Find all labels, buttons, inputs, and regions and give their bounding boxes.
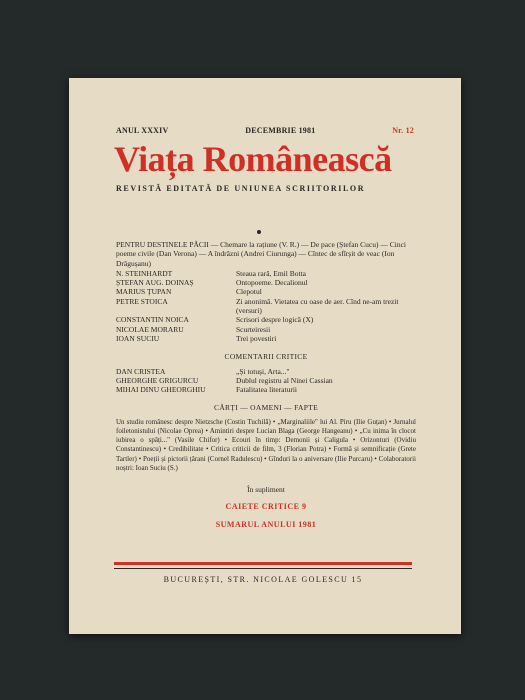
toc-author: PETRE STOICA	[116, 296, 168, 306]
toc-row	[116, 278, 416, 287]
toc-work: Steaua rară, Emil Botta	[236, 268, 306, 278]
publisher-address: BUCUREȘTI, STR. NICOLAE GOLESCU 15	[163, 575, 363, 584]
supplement-label: În supliment	[247, 484, 285, 494]
toc-row	[116, 297, 416, 316]
toc-author: IOAN SUCIU	[116, 333, 160, 343]
toc-author: ȘTEFAN AUG. DOINAȘ	[116, 278, 194, 288]
magazine-cover	[69, 78, 461, 634]
toc-author: CONSTANTIN NOICA	[116, 315, 189, 325]
toc-work: Ontopoeme. Decalionul	[236, 278, 308, 288]
toc-work: Zi anonimă. Vietatea cu oase de aer. Cînd ne-am trezit (versuri)	[236, 296, 399, 316]
commentary-row	[116, 376, 416, 385]
toc-row	[116, 325, 416, 334]
commentary-work: Dublul registru al Ninei Cassian	[236, 375, 333, 385]
commentary-author: GHEORGHE GRIGURCU	[116, 375, 199, 385]
footer-rule-thin	[114, 568, 412, 569]
toc-row	[116, 334, 416, 343]
books-paragraph: Un studiu românesc despre Nietzsche (Costin Tuchilă) • „Marginaliile" lui Al. Piru (Ilie Guțan) • Jurnalul foiletonistului (Nicolae Oprea) • Amintiri despre Lucian Blaga (George Hangeanu) • „Cu inima în clocot iubirea o spăți..." (Vasile Chifor) • Ecouri în timp: Demonii și Caligula • Orizonturi (Ovidiu Constantinescu) • Credibilitate • Critica criticii de film, 3 (Florian Potra) • Formă și semnificație (Grete Tartler) • Poeții și pictorii țărani (Cornel Radulescu) • Gînduri la o aniversare (Ilie Purcaru) • Colaboratorii noștri: Ioan Suciu (S.)	[116, 417, 416, 472]
section-books-heading: CĂRȚI — OAMENI — FAPTE	[214, 403, 318, 413]
toc-work: Trei povestiri	[236, 333, 277, 343]
toc-author: N. STEINHARDT	[116, 268, 173, 278]
supplement-item-summary: SUMARUL ANULUI 1981	[215, 519, 317, 529]
intro-paragraph: PENTRU DESTINELE PĂCII — Chemare la rațiune (V. R.) — De pace (Ștefan Cucu) — Cinci poeme civile (Dan Verona) — A îndrăzni (Andrei Ciurunga) — Cîntec de sfîrșit de veac (Ion Drăgușanu)	[116, 240, 407, 268]
section-commentary-heading: COMENTARII CRITICE	[224, 352, 308, 362]
issue-number: Nr. 12	[392, 126, 414, 135]
toc-author: NICOLAE MORARU	[116, 324, 184, 334]
toc-row	[116, 287, 416, 296]
supplement-item-critics: CAIETE CRITICE 9	[225, 502, 307, 512]
commentary-work: Fatalitatea literaturii	[236, 385, 298, 395]
commentary-author: MIHAI DINU GHEORGHIU	[116, 385, 206, 395]
commentary-work: „Și totuși, Arta..."	[236, 366, 290, 376]
toc-work: Scrisori despre logică (X)	[236, 315, 314, 325]
commentary-row	[116, 367, 416, 376]
commentary-row	[116, 385, 416, 394]
toc-work: Scurteiresii	[236, 324, 271, 334]
magazine-title: Viața Românească	[114, 139, 392, 179]
toc-work: Clepotul	[236, 287, 262, 297]
issue-line	[116, 126, 414, 135]
bullet-mark	[257, 230, 261, 234]
table-of-contents	[116, 240, 416, 529]
commentary-author: DAN CRISTEA	[116, 366, 166, 376]
toc-row	[116, 315, 416, 324]
toc-row	[116, 269, 416, 278]
issue-year: ANUL XXXIV	[116, 126, 169, 135]
magazine-subtitle: REVISTĂ EDITATĂ DE UNIUNEA SCRIITORILOR	[116, 184, 366, 193]
issue-month: DECEMBRIE 1981	[245, 126, 316, 135]
toc-author: MARIUS ȚUPAN	[116, 287, 172, 297]
footer-rule-red	[114, 562, 412, 565]
